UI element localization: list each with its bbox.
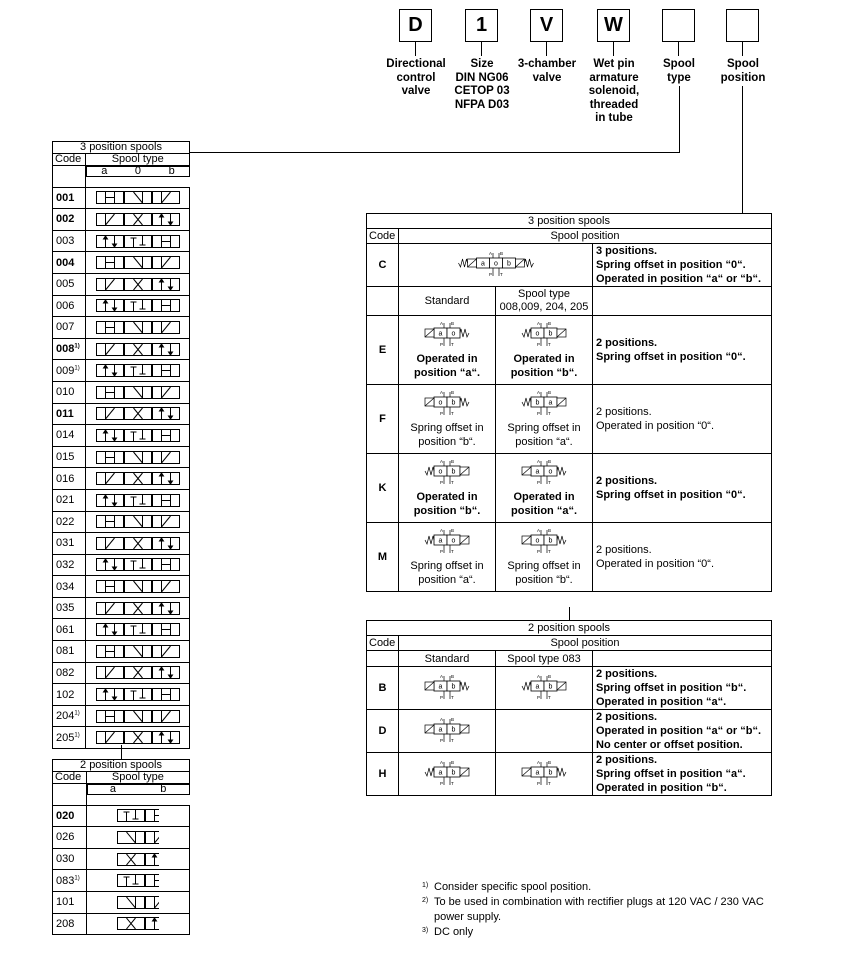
spool-symbol-icon bbox=[96, 428, 180, 443]
port-label: B bbox=[451, 390, 455, 395]
position-letter: a bbox=[438, 330, 443, 338]
table-row bbox=[367, 753, 772, 796]
spool-code: 010 bbox=[53, 381, 86, 403]
spool-code: 008$^{1)}$ bbox=[53, 338, 86, 360]
port-label: T bbox=[548, 342, 551, 347]
spool-code: 004 bbox=[53, 252, 86, 274]
port-label: P bbox=[537, 780, 541, 786]
footnotes bbox=[422, 880, 782, 940]
box-stem bbox=[678, 42, 679, 56]
position-letter: a bbox=[438, 683, 443, 690]
spool-code: 034 bbox=[53, 576, 86, 598]
spool-type-header: Spool type bbox=[86, 772, 189, 784]
table-row bbox=[53, 641, 190, 663]
position-labels bbox=[86, 166, 189, 177]
port-label: P bbox=[537, 549, 541, 554]
table-row bbox=[367, 667, 772, 710]
port-label: B bbox=[548, 673, 552, 679]
spool-symbol-icon bbox=[117, 808, 159, 823]
valve-symbol-icon bbox=[508, 320, 580, 348]
port-label: A bbox=[440, 759, 444, 765]
spool-code: 101 bbox=[53, 891, 87, 913]
port-label: T bbox=[548, 780, 551, 786]
footnote bbox=[422, 880, 782, 895]
position-letter: o bbox=[535, 537, 540, 545]
left-3pos-table bbox=[52, 141, 190, 749]
spool-symbol-icon bbox=[96, 190, 180, 205]
table-row bbox=[53, 597, 190, 619]
spool-code: 014 bbox=[53, 425, 86, 447]
code-header: Code bbox=[53, 772, 87, 784]
position-letter: a bbox=[535, 683, 540, 690]
table-row bbox=[367, 710, 772, 753]
valve-symbol-icon bbox=[411, 458, 483, 486]
spool-code: 032 bbox=[53, 554, 86, 576]
valve-symbol-icon bbox=[411, 759, 483, 787]
port-label: T bbox=[548, 694, 551, 700]
table-row bbox=[53, 684, 190, 706]
spool-code: 007 bbox=[53, 317, 86, 339]
position-letter: b bbox=[451, 726, 456, 733]
table-row bbox=[53, 317, 190, 339]
order-code-label-1: Directional control valve bbox=[386, 58, 446, 97]
port-label: P bbox=[537, 694, 541, 700]
order-code-box-5 bbox=[662, 9, 695, 42]
position-description: 2 positions. Operated in position “a“ or “b“. No center or offset position. bbox=[593, 710, 772, 753]
spool-symbol-icon bbox=[96, 212, 180, 227]
spool-code: 204$^{1)}$ bbox=[53, 705, 86, 727]
table-row bbox=[53, 554, 190, 576]
table-row bbox=[53, 805, 190, 827]
code-header: Code bbox=[367, 229, 399, 244]
position-description: 2 positions. Spring offset in position “a“. Operated in position “b“. bbox=[593, 753, 772, 796]
port-label: P bbox=[440, 480, 444, 485]
port-label: T bbox=[451, 480, 454, 485]
table-row bbox=[53, 848, 190, 870]
position-caption: Spring offset in position “b“. bbox=[410, 422, 484, 448]
footnote-text: Consider specific spool position. bbox=[434, 881, 592, 893]
position-letter: b bbox=[451, 468, 456, 476]
port-label: P bbox=[440, 342, 444, 347]
port-label: A bbox=[537, 390, 541, 395]
spool-symbol-icon bbox=[117, 873, 159, 888]
port-label: B bbox=[451, 673, 455, 679]
table-row bbox=[367, 523, 772, 592]
table-row bbox=[53, 870, 190, 892]
position-letter: o bbox=[493, 260, 498, 267]
table-row bbox=[53, 187, 190, 209]
port-label: A bbox=[537, 321, 541, 326]
position-label: a bbox=[109, 783, 117, 795]
port-label: T bbox=[499, 271, 503, 277]
port-label: A bbox=[440, 459, 444, 464]
port-label: B bbox=[548, 459, 552, 464]
order-code-label-3: 3-chamber valve bbox=[517, 58, 577, 84]
table-row bbox=[53, 403, 190, 425]
valve-symbol-icon bbox=[508, 458, 580, 486]
spool-code: 205$^{1)}$ bbox=[53, 727, 86, 749]
spool-symbol-icon bbox=[96, 536, 180, 551]
position-letter: b bbox=[451, 769, 456, 776]
position-description: 2 positions. Operated in position “0“. bbox=[593, 523, 772, 592]
port-label: A bbox=[440, 390, 444, 395]
spool-code: 016 bbox=[53, 468, 86, 490]
order-code-label-5: Spool type bbox=[663, 58, 695, 84]
spool-code: 030 bbox=[53, 848, 87, 870]
connector-spool-type-h bbox=[189, 152, 680, 153]
position-description: 2 positions. Spring offset in position “0“. bbox=[593, 316, 772, 385]
valve-symbol-icon bbox=[446, 250, 546, 278]
table-title: 3 position spools bbox=[367, 214, 772, 229]
footnote-mark: 1) bbox=[422, 882, 429, 889]
port-label: T bbox=[548, 411, 551, 416]
footnote-text: To be used in combination with rectifier plugs at 120 VAC / 230 VAC power supply. bbox=[434, 896, 764, 923]
port-label: B bbox=[548, 321, 552, 326]
table-row bbox=[53, 425, 190, 447]
spool-symbol-icon bbox=[96, 255, 180, 270]
table-row bbox=[53, 489, 190, 511]
position-letter: a bbox=[438, 537, 443, 545]
order-code-label-2: Size DIN NG06 CETOP 03 NFPA D03 bbox=[454, 58, 510, 111]
port-label: T bbox=[451, 694, 454, 700]
port-label: A bbox=[440, 321, 444, 326]
port-label: A bbox=[440, 528, 444, 533]
port-label: A bbox=[440, 716, 444, 722]
port-label: A bbox=[440, 673, 444, 679]
box-stem bbox=[481, 42, 482, 56]
spool-symbol-icon bbox=[96, 514, 180, 529]
spool-symbol-icon bbox=[96, 342, 180, 357]
position-caption: Operated in position “b“. bbox=[413, 491, 481, 517]
position-letter: o bbox=[535, 330, 540, 338]
spool-symbol-icon bbox=[96, 234, 180, 249]
spool-position-header: Spool position bbox=[399, 229, 772, 244]
port-label: P bbox=[537, 342, 541, 347]
port-label: P bbox=[537, 480, 541, 485]
special-subheader: Spool type 083 bbox=[496, 651, 593, 667]
spool-code: 031 bbox=[53, 533, 86, 555]
spool-symbol-icon bbox=[96, 709, 180, 724]
spool-type-header: Spool type bbox=[86, 154, 190, 166]
position-code: C bbox=[367, 244, 399, 287]
table-row bbox=[367, 385, 772, 454]
table-row bbox=[53, 619, 190, 641]
table-row bbox=[367, 316, 772, 385]
box-stem bbox=[613, 42, 614, 56]
table-row bbox=[53, 252, 190, 274]
port-label: P bbox=[488, 271, 492, 277]
spool-symbol-icon bbox=[96, 493, 180, 508]
position-label: 0 bbox=[134, 165, 142, 177]
spool-code: 061 bbox=[53, 619, 86, 641]
position-letter: b bbox=[548, 537, 553, 545]
spool-code: 002 bbox=[53, 209, 86, 231]
spool-symbol-icon bbox=[96, 385, 180, 400]
spool-symbol-icon bbox=[96, 730, 180, 745]
spool-symbol-icon bbox=[96, 687, 180, 702]
table-row bbox=[53, 209, 190, 231]
position-letter: a bbox=[548, 399, 553, 407]
table-row bbox=[53, 576, 190, 598]
spool-symbol-icon bbox=[96, 406, 180, 421]
order-code-box-4: W bbox=[597, 9, 630, 42]
position-label: b bbox=[160, 783, 167, 795]
position-code: K bbox=[367, 454, 399, 523]
table-row bbox=[53, 230, 190, 252]
position-letter: a bbox=[480, 260, 485, 267]
table-title: 2 position spools bbox=[367, 621, 772, 636]
position-caption: Operated in position “a“. bbox=[414, 353, 480, 379]
port-label: P bbox=[440, 737, 444, 743]
spool-symbol-icon bbox=[96, 665, 180, 680]
position-letter: b bbox=[535, 399, 540, 407]
spool-code: 009$^{1)}$ bbox=[53, 360, 86, 382]
position-letter: o bbox=[438, 399, 443, 407]
port-label: P bbox=[440, 694, 444, 700]
connector-spool-position bbox=[742, 86, 743, 213]
spool-code: 083$^{1)}$ bbox=[53, 870, 87, 892]
order-code-label-4: Wet pin armature solenoid, threaded in tube bbox=[588, 58, 640, 124]
table-row bbox=[53, 662, 190, 684]
position-letter: b bbox=[506, 260, 511, 267]
port-label: P bbox=[440, 411, 444, 416]
position-caption: Spring offset in position “b“. bbox=[507, 560, 581, 586]
position-caption: Spring offset in position “a“. bbox=[507, 422, 581, 448]
spool-symbol-icon bbox=[96, 363, 180, 378]
table-row bbox=[53, 360, 190, 382]
valve-symbol-icon bbox=[411, 389, 483, 417]
position-letter: a bbox=[438, 769, 443, 776]
valve-symbol-icon bbox=[411, 527, 483, 555]
position-label: b bbox=[168, 165, 175, 177]
port-label: T bbox=[451, 342, 454, 347]
spool-code: 208 bbox=[53, 913, 87, 935]
spool-position-header: Spool position bbox=[399, 636, 772, 651]
valve-symbol-icon bbox=[411, 673, 483, 701]
spool-code: 020 bbox=[53, 805, 87, 827]
spool-symbol-icon bbox=[96, 644, 180, 659]
order-code-box-2: 1 bbox=[465, 9, 498, 42]
port-label: T bbox=[451, 411, 454, 416]
table-row bbox=[53, 533, 190, 555]
right-3pos-table bbox=[366, 213, 772, 592]
position-letter: o bbox=[438, 468, 443, 476]
left-2pos-table bbox=[52, 759, 190, 935]
position-labels bbox=[87, 784, 190, 795]
position-letter: a bbox=[438, 726, 443, 733]
footnote-mark: 3) bbox=[422, 927, 429, 934]
port-label: B bbox=[451, 759, 455, 765]
position-letter: a bbox=[535, 769, 540, 776]
order-code-box-1: D bbox=[399, 9, 432, 42]
port-label: B bbox=[548, 528, 552, 533]
spool-symbol-icon bbox=[96, 579, 180, 594]
spool-code: 005 bbox=[53, 273, 86, 295]
port-label: T bbox=[548, 549, 551, 554]
valve-symbol-icon bbox=[508, 673, 580, 701]
table-row bbox=[367, 244, 772, 287]
port-label: T bbox=[451, 780, 454, 786]
position-letter: o bbox=[451, 330, 456, 338]
position-letter: b bbox=[548, 330, 553, 338]
position-letter: b bbox=[548, 769, 553, 776]
position-letter: b bbox=[451, 683, 456, 690]
position-description: 2 positions. Spring offset in position “0“. bbox=[593, 454, 772, 523]
position-description: 3 positions. Spring offset in position “0“. Operated in position “a“ or “b“. bbox=[593, 244, 772, 287]
box-stem bbox=[546, 42, 547, 56]
valve-symbol-icon bbox=[508, 527, 580, 555]
position-letter: o bbox=[451, 537, 456, 545]
port-label: B bbox=[451, 459, 455, 464]
table-row bbox=[53, 827, 190, 849]
order-code-box-3: V bbox=[530, 9, 563, 42]
port-label: P bbox=[537, 411, 541, 416]
table-row bbox=[53, 913, 190, 935]
table-row bbox=[53, 891, 190, 913]
connector-right-tables bbox=[569, 607, 570, 620]
right-2pos-table bbox=[366, 620, 772, 796]
port-label: P bbox=[440, 780, 444, 786]
box-stem bbox=[415, 42, 416, 56]
port-label: A bbox=[488, 250, 492, 256]
table-row bbox=[53, 381, 190, 403]
spool-symbol-icon bbox=[96, 320, 180, 335]
valve-symbol-icon bbox=[411, 716, 483, 744]
standard-subheader: Standard bbox=[399, 287, 496, 316]
position-code: B bbox=[367, 667, 399, 710]
special-subheader: Spool type 008,009, 204, 205 bbox=[496, 287, 593, 316]
port-label: P bbox=[440, 549, 444, 554]
spool-code: 022 bbox=[53, 511, 86, 533]
spool-code: 006 bbox=[53, 295, 86, 317]
table-row bbox=[53, 338, 190, 360]
position-description: 2 positions. Spring offset in position “b“. Operated in position “a“. bbox=[593, 667, 772, 710]
footnote-mark: 2) bbox=[422, 897, 429, 904]
position-caption: Operated in position “b“. bbox=[510, 353, 578, 379]
port-label: T bbox=[451, 737, 454, 743]
table-title: 3 position spools bbox=[53, 142, 190, 154]
spool-code: 021 bbox=[53, 489, 86, 511]
port-label: A bbox=[537, 673, 541, 679]
position-code: M bbox=[367, 523, 399, 592]
position-label: a bbox=[101, 165, 108, 177]
spool-symbol-icon bbox=[117, 852, 159, 867]
spool-symbol-icon bbox=[96, 601, 180, 616]
table-row bbox=[53, 446, 190, 468]
footnote bbox=[422, 925, 782, 940]
spool-code: 003 bbox=[53, 230, 86, 252]
position-letter: o bbox=[548, 468, 553, 476]
footnote bbox=[422, 895, 782, 925]
spool-code: 081 bbox=[53, 641, 86, 663]
position-code: H bbox=[367, 753, 399, 796]
position-caption: Operated in position “a“. bbox=[511, 491, 577, 517]
position-code: D bbox=[367, 710, 399, 753]
table-row bbox=[53, 727, 190, 749]
table-row bbox=[53, 273, 190, 295]
table-row bbox=[53, 705, 190, 727]
code-header: Code bbox=[367, 636, 399, 651]
order-code-label-6: Spool position bbox=[720, 58, 766, 84]
port-label: T bbox=[548, 480, 551, 485]
code-header: Code bbox=[53, 154, 86, 166]
position-caption: Spring offset in position “a“. bbox=[410, 560, 484, 586]
footnote-text: DC only bbox=[434, 926, 474, 938]
table-row bbox=[53, 511, 190, 533]
spool-symbol-icon bbox=[117, 895, 159, 910]
position-code: E bbox=[367, 316, 399, 385]
spool-symbol-icon bbox=[96, 622, 180, 637]
port-label: A bbox=[537, 459, 541, 464]
port-label: A bbox=[537, 759, 541, 765]
order-code-box-6 bbox=[726, 9, 759, 42]
port-label: B bbox=[548, 759, 552, 765]
valve-symbol-icon bbox=[508, 389, 580, 417]
port-label: B bbox=[451, 528, 455, 533]
standard-subheader: Standard bbox=[399, 651, 496, 667]
position-letter: b bbox=[548, 683, 553, 690]
port-label: B bbox=[499, 250, 503, 256]
spool-symbol-icon bbox=[96, 298, 180, 313]
port-label: B bbox=[451, 716, 455, 722]
port-label: A bbox=[537, 528, 541, 533]
connector-spool-type bbox=[679, 86, 680, 153]
valve-symbol-icon bbox=[411, 320, 483, 348]
position-description: 2 positions. Operated in position “0“. bbox=[593, 385, 772, 454]
spool-symbol-icon bbox=[96, 277, 180, 292]
box-stem bbox=[742, 42, 743, 56]
spool-symbol-icon bbox=[117, 916, 159, 931]
spool-code: 011 bbox=[53, 403, 86, 425]
spool-symbol-icon bbox=[117, 830, 159, 845]
table-row bbox=[53, 468, 190, 490]
spool-code: 001 bbox=[53, 187, 86, 209]
spool-symbol-icon bbox=[96, 471, 180, 486]
position-letter: a bbox=[535, 468, 540, 476]
port-label: B bbox=[451, 321, 455, 326]
spool-code: 026 bbox=[53, 827, 87, 849]
position-code: F bbox=[367, 385, 399, 454]
table-row bbox=[367, 454, 772, 523]
spool-code: 102 bbox=[53, 684, 86, 706]
table-title: 2 position spools bbox=[53, 760, 190, 772]
spool-code: 035 bbox=[53, 597, 86, 619]
port-label: B bbox=[548, 390, 552, 395]
spool-symbol-icon bbox=[96, 557, 180, 572]
table-row bbox=[53, 295, 190, 317]
spool-symbol-icon bbox=[96, 450, 180, 465]
spool-code: 082 bbox=[53, 662, 86, 684]
spool-code: 015 bbox=[53, 446, 86, 468]
valve-symbol-icon bbox=[508, 759, 580, 787]
port-label: T bbox=[451, 549, 454, 554]
position-letter: b bbox=[451, 399, 456, 407]
